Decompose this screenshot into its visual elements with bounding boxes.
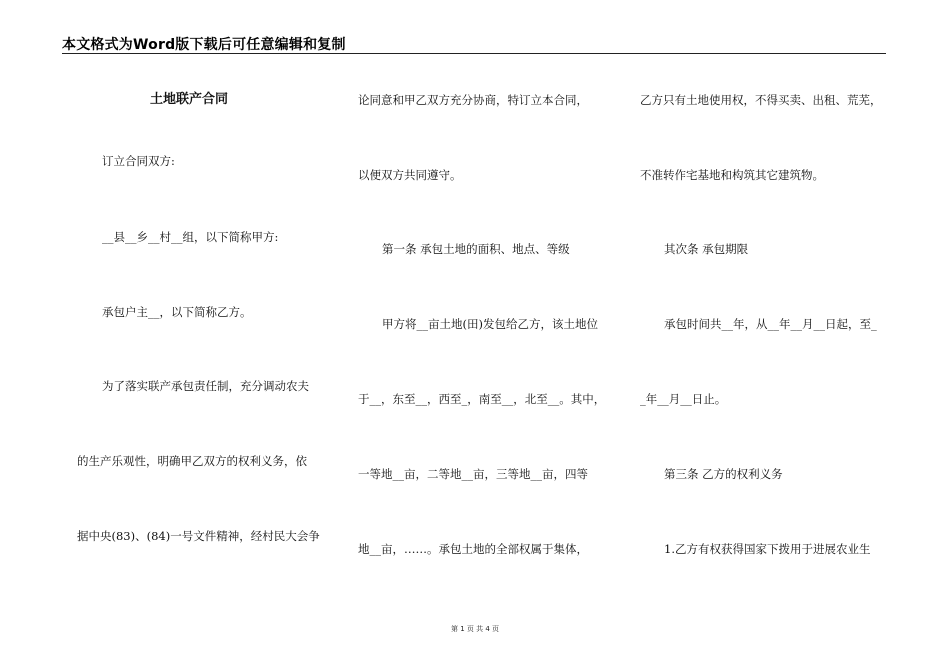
paragraph-line: 的生产乐观性，明确甲乙双方的权利义务，依 [77,454,307,468]
paragraph-line: 据中央(83)、(84)一号文件精神，经村民大会争 [77,529,320,543]
paragraph-line: 甲方将__亩土地(田)发包给乙方，该土地位 [382,317,598,331]
paragraph-line: 乙方只有土地使用权，不得买卖、出租、荒芜， [640,93,882,107]
section-heading: 第一条 承包土地的面积、地点、等级 [382,242,570,256]
paragraph-line: 为了落实联产承包责任制，充分调动农夫 [102,379,309,393]
paragraph-line: 1.乙方有权获得国家下拨用于进展农业生 [664,542,871,556]
paragraph-line: 论同意和甲乙双方充分协商，特订立本合同， [358,93,588,107]
header-rule [62,53,886,54]
paragraph-line: 以便双方共同遵守。 [358,168,462,182]
download-banner: 本文格式为Word版下载后可任意编辑和复制 [62,37,346,53]
section-heading: 其次条 承包期限 [664,242,749,256]
paragraph-line: __县__乡__村__组，以下简称甲方: [102,230,279,244]
paragraph-line: 地__亩，……。承包土地的全部权属于集体， [358,542,588,556]
paragraph-line: 订立合同双方: [102,154,175,168]
page-footer: 第 1 页 共 4 页 [450,625,500,633]
paragraph-line: 承包时间共__年，从__年__月__日起，至_ [664,317,877,331]
paragraph-line: 承包户主__，以下简称乙方。 [102,305,252,319]
paragraph-line: 一等地__亩，二等地__亩，三等地__亩，四等 [358,467,588,481]
paragraph-line: 不准转作宅基地和构筑其它建筑物。 [640,168,824,182]
paragraph-line: _年__月__日止。 [640,392,727,406]
document-title: 土地联产合同 [150,92,229,107]
section-heading: 第三条 乙方的权利义务 [664,467,783,481]
paragraph-line: 于__，东至__，西至_，南至__，北至__。其中， [358,392,606,406]
